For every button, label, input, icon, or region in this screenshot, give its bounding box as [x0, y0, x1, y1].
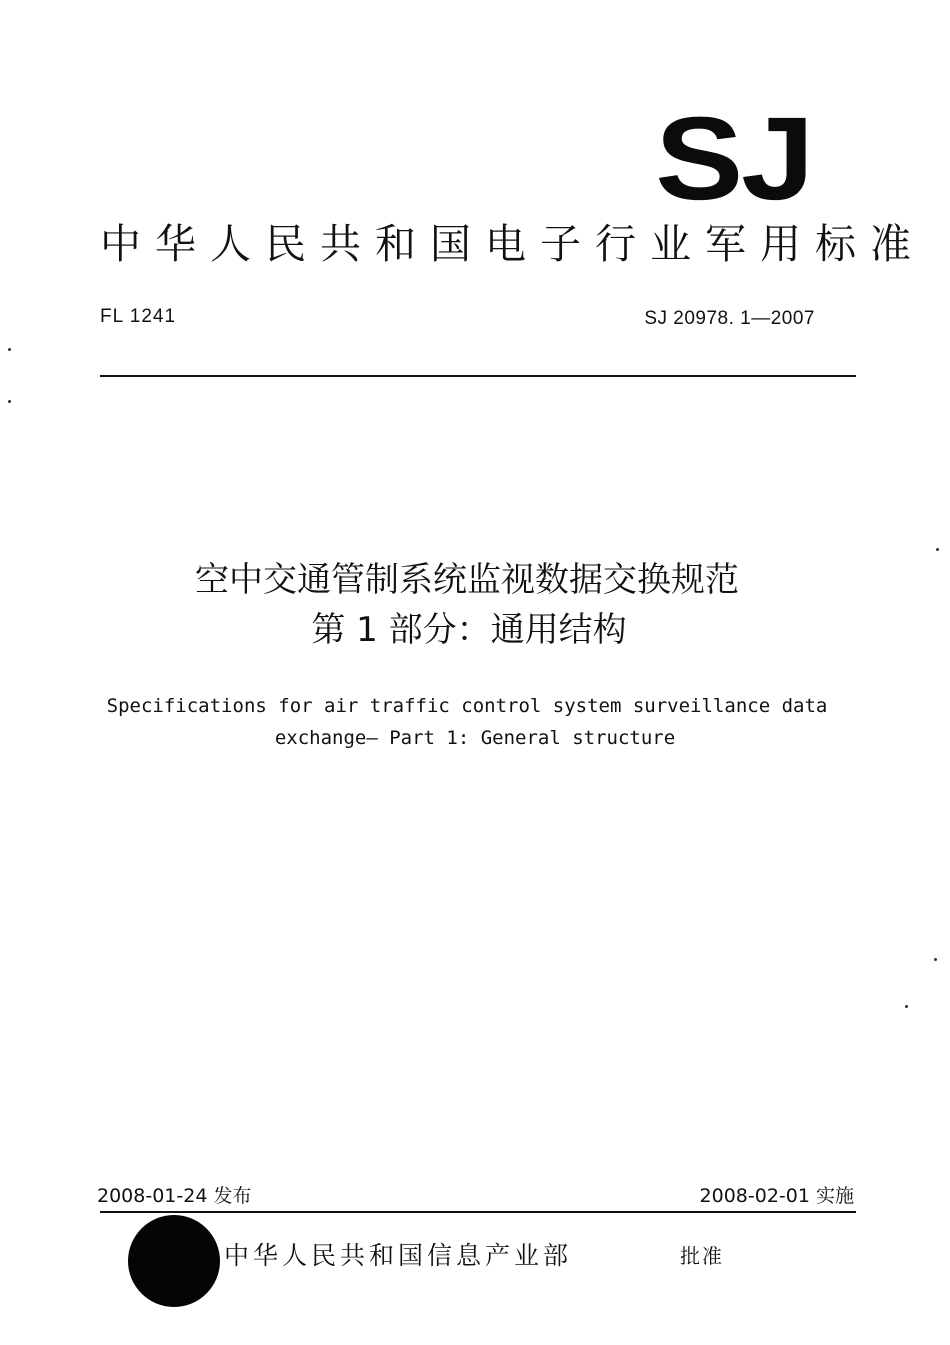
title-chinese-line-2: 第 1 部分：通用结构: [311, 610, 627, 650]
org-title: 中华人民共和国电子行业军用标准: [100, 220, 925, 268]
approve-label: 批准: [680, 1244, 724, 1268]
title-chinese-line-1: 空中交通管制系统监视数据交换规范: [195, 560, 739, 600]
title-english-line-2: exchange— Part 1: General structure: [274, 727, 676, 749]
classification-code: FL 1241: [100, 306, 177, 327]
scan-speck: [936, 548, 939, 551]
footer-divider: [100, 1211, 856, 1213]
scan-speck: [8, 400, 11, 403]
title-english-line-1: Specifications for air traffic control system surveillance data: [106, 695, 828, 717]
header-divider: [100, 375, 856, 377]
standard-number: SJ 20978. 1—2007: [644, 308, 815, 329]
ministry-name: 中华人民共和国信息产业部: [224, 1241, 573, 1270]
scan-speck: [934, 958, 937, 961]
publish-date: 2008-01-24 发布: [97, 1185, 252, 1207]
scan-speck: [8, 348, 11, 351]
ministry-seal-icon: [128, 1215, 220, 1307]
scan-speck: [905, 1005, 908, 1008]
implement-date: 2008-02-01 实施: [699, 1185, 854, 1207]
sj-logo: SJ: [654, 93, 812, 225]
